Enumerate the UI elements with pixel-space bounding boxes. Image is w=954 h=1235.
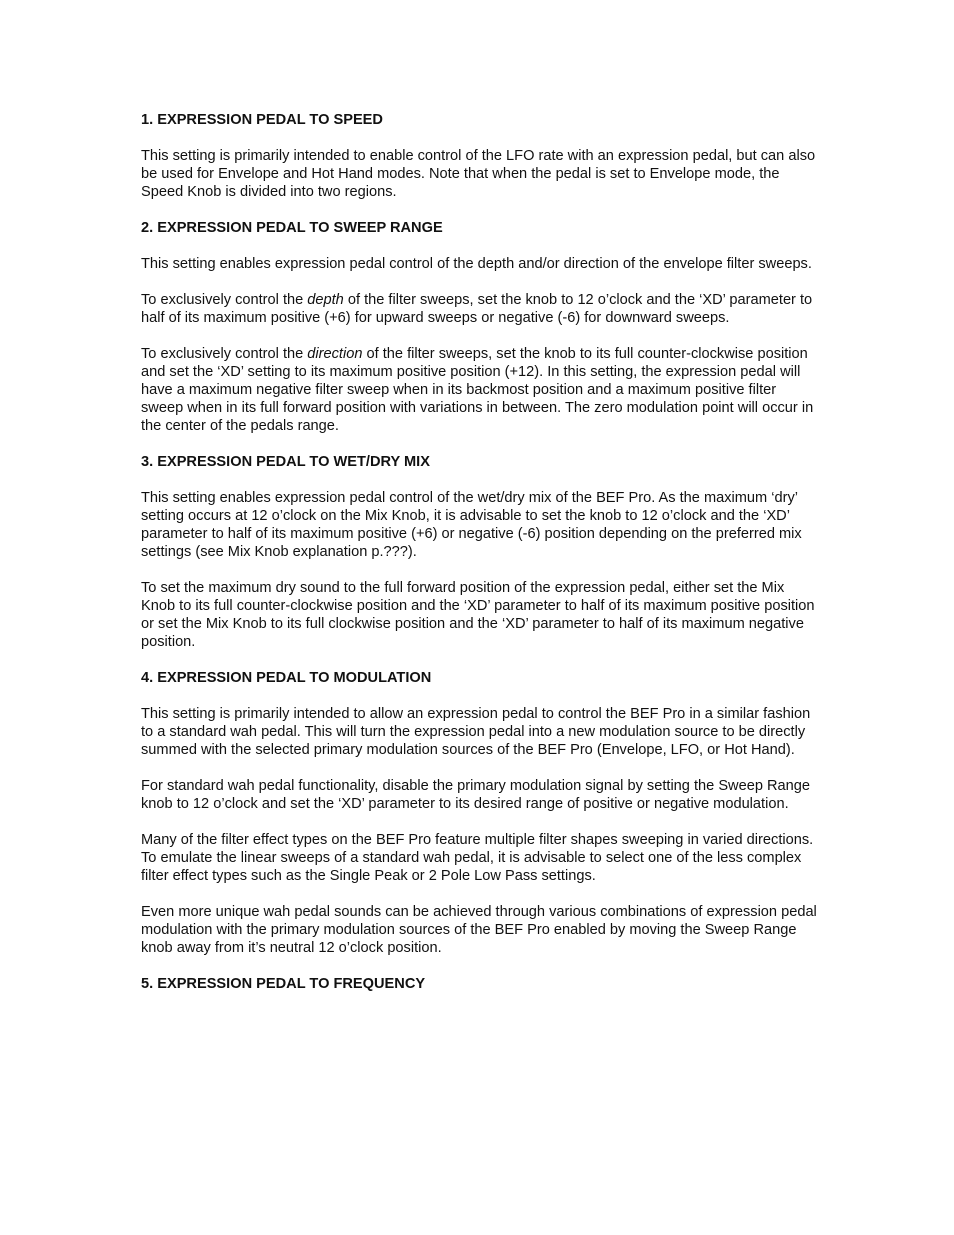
section-2-direction-paragraph bbox=[141, 345, 821, 435]
section-4-heading: 4. EXPRESSION PEDAL TO MODULATION bbox=[141, 670, 432, 686]
depth-emphasis: depth bbox=[307, 292, 344, 308]
document-page bbox=[141, 111, 821, 1011]
section-5-heading: 5. EXPRESSION PEDAL TO FREQUENCY bbox=[141, 976, 426, 992]
section-3-paragraph-1: This setting enables expression pedal control of the wet/dry mix of the BEF Pro. As the maximum ‘dry’ setting occurs at 12 o’clock on the Mix Knob, it is advisable to set the knob to 12 o’clock and the ‘XD’ parameter to half of its maximum positive (+6) or negative (-6) position depending on the preferred mix settings (see Mix Knob explanation p.???). bbox=[141, 490, 802, 560]
section-4-paragraph-1: This setting is primarily intended to allow an expression pedal to control the BEF Pro in a similar fashion to a standard wah pedal. This will turn the expression pedal into a new modulation source to be directly summed with the selected primary modulation sources of the BEF Pro (Envelope, LFO, or Hot Hand). bbox=[141, 706, 811, 758]
direction-text-pre: To exclusively control the bbox=[141, 346, 308, 362]
direction-emphasis: direction bbox=[307, 346, 363, 362]
direction-text-post: of the filter sweeps, set the knob to its full counter-clockwise position and set the ‘XD’ setting to its maximum positive position (+12). In this setting, the expression pedal will have a maximum negative filter sweep when in its backmost position and a maximum positive filter sweep when in its full forward position with variations in between. The zero modulation point will occur in the center of the pedals range. bbox=[141, 346, 814, 434]
depth-text-post: of the filter sweeps, set the knob to 12 o’clock and the ‘XD’ parameter to half of its maximum positive (+6) for upward sweeps or negative (-6) for downward sweeps. bbox=[141, 292, 813, 326]
section-3-paragraph-2: To set the maximum dry sound to the full forward position of the expression pedal, either set the Mix Knob to its full counter-clockwise position and the ‘XD’ parameter to half of its maximum positive position or set the Mix Knob to its full clockwise position and the ‘XD’ parameter to half of its maximum negative position. bbox=[141, 580, 815, 650]
section-2-heading: 2. EXPRESSION PEDAL TO SWEEP RANGE bbox=[141, 220, 443, 236]
section-2-paragraph-1: This setting enables expression pedal control of the depth and/or direction of the envelope filter sweeps. bbox=[141, 256, 812, 272]
section-4-paragraph-3: Many of the filter effect types on the BEF Pro feature multiple filter shapes sweeping in varied directions. To emulate the linear sweeps of a standard wah pedal, it is advisable to select one of the less complex filter effect types such as the Single Peak or 2 Pole Low Pass settings. bbox=[141, 832, 814, 884]
section-4-paragraph-4: Even more unique wah pedal sounds can be achieved through various combinations of expression pedal modulation with the primary modulation sources of the BEF Pro enabled by moving the Sweep Range knob away from it’s neutral 12 o’clock position. bbox=[141, 904, 817, 956]
section-1-heading: 1. EXPRESSION PEDAL TO SPEED bbox=[141, 112, 383, 128]
section-4-paragraph-2: For standard wah pedal functionality, disable the primary modulation signal by setting the Sweep Range knob to 12 o’clock and set the ‘XD’ parameter to its desired range of positive or negative modulation. bbox=[141, 778, 810, 812]
section-1-paragraph-1: This setting is primarily intended to enable control of the LFO rate with an expression pedal, but can also be used for Envelope and Hot Hand modes. Note that when the pedal is set to Envelope mode, the Speed Knob is divided into two regions. bbox=[141, 148, 816, 200]
section-3-heading: 3. EXPRESSION PEDAL TO WET/DRY MIX bbox=[141, 454, 430, 470]
section-2-depth-paragraph bbox=[141, 291, 821, 327]
depth-text-pre: To exclusively control the bbox=[141, 292, 308, 308]
